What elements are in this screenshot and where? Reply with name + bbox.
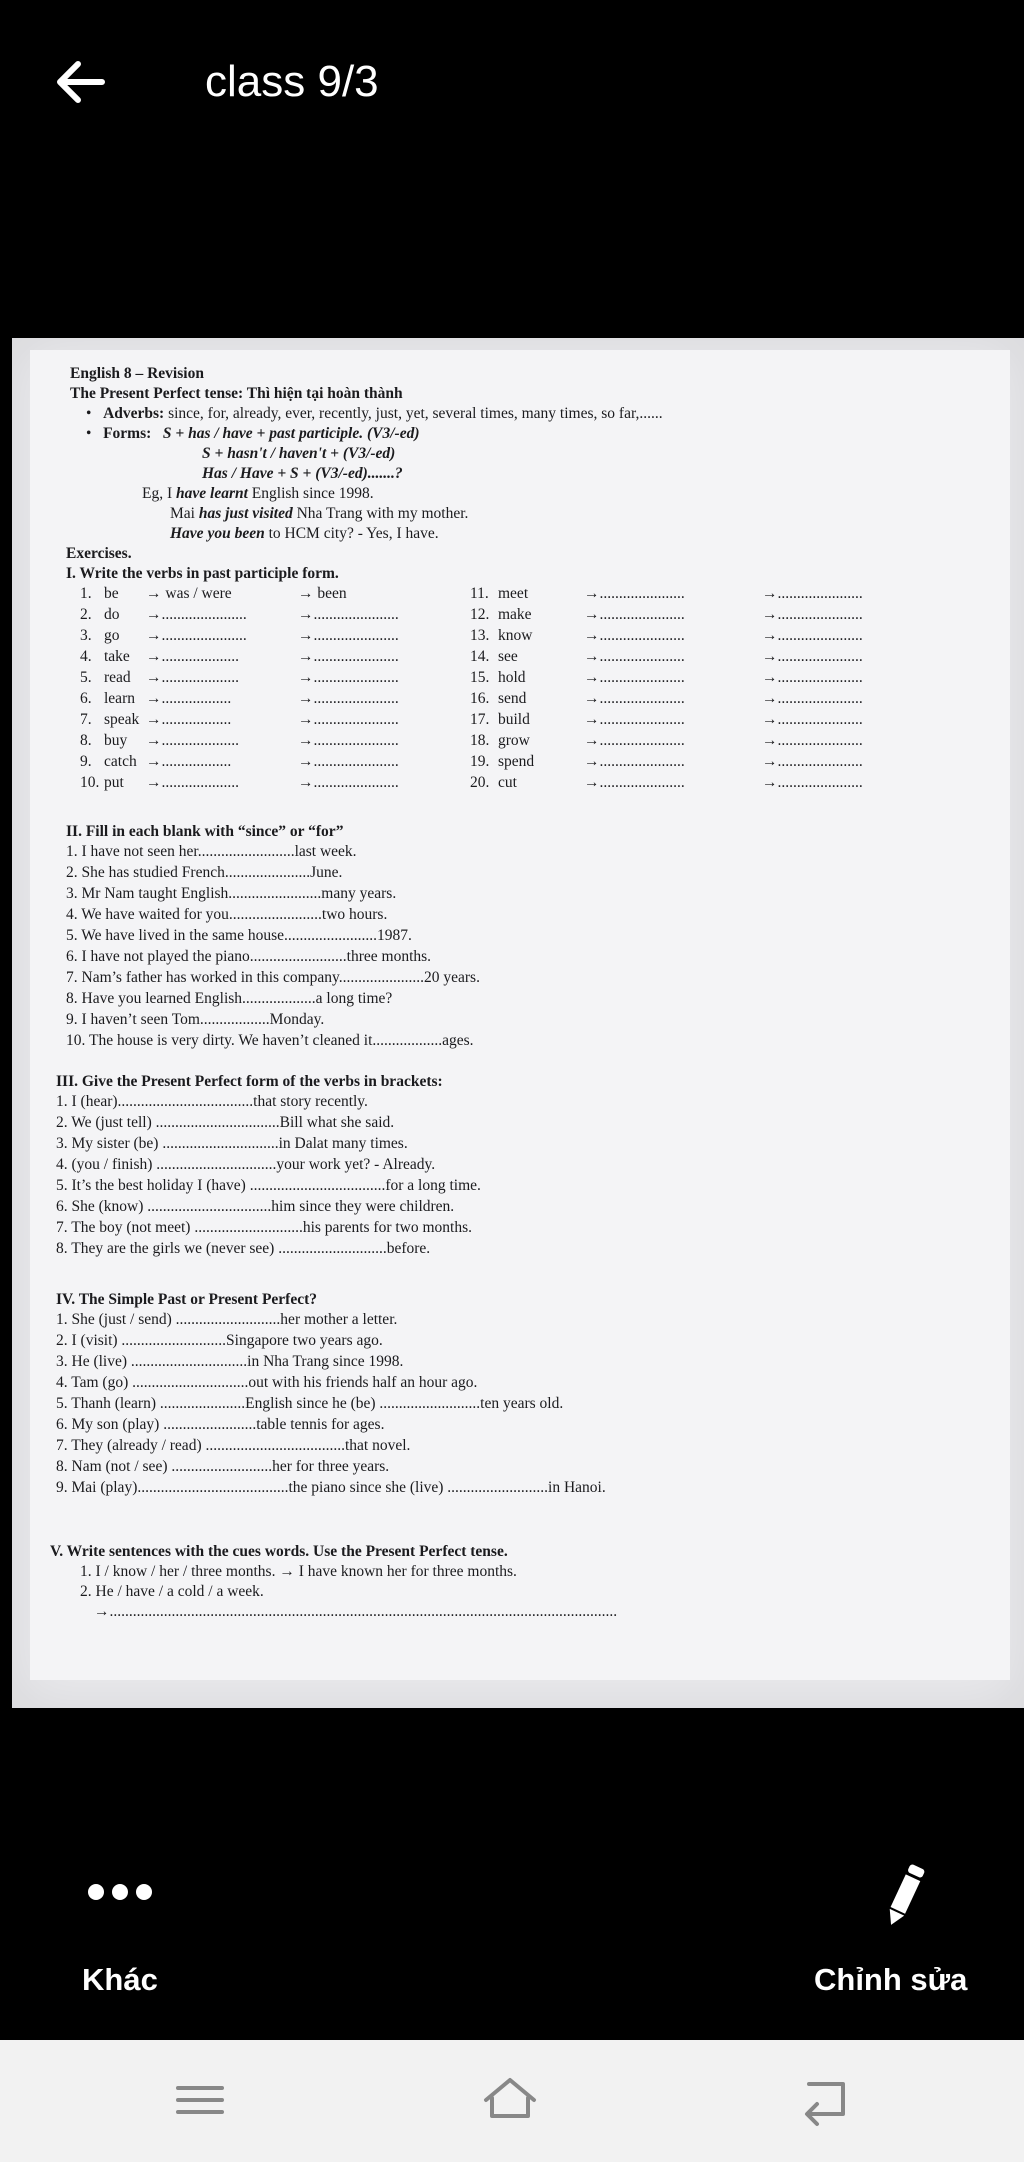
eg2-post: Nha Trang with my mother. [296,505,469,522]
exercise-5-title: V. Write sentences with the cues words. Use the Present Perfect tense. [50,1543,508,1560]
verb-number: 9. [80,753,92,770]
example-2 [170,504,468,524]
top-app-bar [0,0,1024,170]
verb-participle: →...................... [762,585,863,602]
form-negative: S + hasn't / haven't + (V3/-ed) [202,445,396,462]
exercise-2-title: II. Fill in each blank with “since” or “for” [66,823,344,840]
adverbs-line: • Adverbs: since, for, already, ever, recently, just, yet, several times, many times, so far,...... [86,405,663,422]
verb-base: take [104,648,130,665]
verb-past: →...................... [584,753,685,770]
exercise-item: 2. We (just tell) ................................Bill what she said. [56,1114,395,1131]
verb-base: see [498,648,518,665]
exercise-item: 8. Nam (not / see) ..........................her for three years. [56,1458,390,1475]
exercise-1-title: I. Write the verbs in past participle form. [66,565,339,582]
verb-past: →...................... [146,627,247,644]
exercise-item: 4. (you / finish) ...............................your work yet? - Already. [56,1156,436,1173]
exercises-label: Exercises. [66,545,132,562]
verb-base: read [104,669,131,686]
verb-past: →...................... [584,606,685,623]
exercise-item: 3. My sister (be) ..............................in Dalat many times. [56,1135,408,1152]
adverbs-text: since, for, already, ever, recently, just, yet, several times, many times, so far,...... [168,405,663,422]
verb-number: 18. [470,732,490,749]
verb-participle: →...................... [298,732,399,749]
exercise-item: 8. Have you learned English...................a long time? [66,990,393,1007]
exercise-item: 9. Mai (play).......................................the piano since she (live) ..........................in Hanoi. [56,1479,606,1496]
eg-label: Eg, [142,485,164,502]
verb-participle: →...................... [298,690,399,707]
exercise-5-answer-line: →................................................................................................................................... [94,1603,618,1620]
verb-past: →...................... [584,648,685,665]
exercise-item: 2. He / have / a cold / a week. [80,1583,264,1600]
verb-base: grow [498,732,530,749]
exercise-item: 8. They are the girls we (never see) ............................before. [56,1240,431,1257]
verb-participle: →...................... [298,648,399,665]
verb-base: cut [498,774,517,791]
exercise-item: 10. The house is very dirty. We haven’t cleaned it..................ages. [66,1032,474,1049]
verb-participle: →...................... [298,606,399,623]
verb-base: build [498,711,530,728]
verb-base: send [498,690,527,707]
exercise-item: 4. Tam (go) ..............................out with his friends half an hour ago. [56,1374,478,1391]
exercise-item: 9. I haven’t seen Tom..................Monday. [66,1011,325,1028]
exercise-item: 3. He (live) ..............................in Nha Trang since 1998. [56,1353,404,1370]
exercise-item: 5. We have lived in the same house........................1987. [66,927,412,944]
verb-number: 3. [80,627,92,644]
example-3 [170,524,439,544]
verb-number: 5. [80,669,92,686]
more-button-label[interactable]: Khác [82,1962,158,1997]
eg3-verb: Have you been [170,525,265,542]
verb-past: →...................... [584,711,685,728]
verb-base: do [104,606,120,623]
verb-number: 14. [470,648,490,665]
photo-viewer[interactable] [12,338,1024,1708]
exercise-item: 7. Nam’s father has worked in this company......................20 years. [66,969,480,986]
verb-base: make [498,606,532,623]
home-icon[interactable] [480,2070,540,2130]
verb-past: →...................... [584,669,685,686]
eg1-post: English since 1998. [251,485,374,502]
verb-base: catch [104,753,137,770]
exercise-item: 2. I (visit) ...........................Singapore two years ago. [56,1332,383,1349]
exercise-item: 6. I have not played the piano.........................three months. [66,948,432,965]
adverbs-label: Adverbs: [103,405,165,422]
exercise-item: 2. She has studied French......................June. [66,864,343,881]
verb-past: →.................... [146,732,239,749]
recents-icon[interactable] [170,2070,230,2130]
forms-label: Forms: [103,425,152,442]
verb-participle: →...................... [298,753,399,770]
exercise-item: 1. I / know / her / three months. → I have known her for three months. [80,1563,517,1580]
verb-number: 15. [470,669,490,686]
worksheet-paper [30,350,1010,1680]
exercise-item: 1. I have not seen her.........................last week. [66,843,357,860]
verb-number: 6. [80,690,92,707]
verb-base: go [104,627,120,644]
eg1-verb: have learnt [176,485,248,502]
verb-base: know [498,627,533,644]
verb-number: 1. [80,585,92,602]
verb-number: 7. [80,711,92,728]
verb-base: hold [498,669,526,686]
more-dots-icon[interactable] [88,1880,152,1904]
example-1 [142,484,374,504]
verb-number: 10. [80,774,100,791]
verb-number: 11. [470,585,489,602]
eg2-pre: Mai [170,505,195,522]
verb-number: 16. [470,690,490,707]
exercise-item: 6. My son (play) ........................table tennis for ages. [56,1416,385,1433]
verb-base: spend [498,753,535,770]
verb-base: meet [498,585,529,602]
verb-past: →.................... [146,648,239,665]
verb-past: →.................. [146,753,232,770]
exercise-4-title: IV. The Simple Past or Present Perfect? [56,1291,318,1308]
form-question: Has / Have + S + (V3/-ed).......? [202,465,403,482]
verb-number: 2. [80,606,92,623]
verb-past: →.................... [146,669,239,686]
verb-past: →...................... [584,732,685,749]
verb-participle: →...................... [762,669,863,686]
verb-participle: →...................... [298,774,399,791]
exercise-item: 7. They (already / read) ....................................that novel. [56,1437,411,1454]
page-title: class 9/3 [205,57,379,106]
exercise-3-title: III. Give the Present Perfect form of the verbs in brackets: [56,1073,443,1090]
verb-number: 8. [80,732,92,749]
worksheet-heading: English 8 – Revision [70,365,204,382]
form-affirmative: S + has / have + past participle. (V3/-ed) [162,425,420,442]
exercise-item: 1. I (hear)...................................that story recently. [56,1093,368,1110]
verb-participle: → been [298,585,347,602]
verb-past: →.................. [146,690,232,707]
verb-number: 12. [470,606,490,623]
verb-past: →...................... [584,627,685,644]
verb-base: put [104,774,124,791]
verb-base: buy [104,732,128,749]
verb-number: 19. [470,753,490,770]
verb-base: learn [104,690,135,707]
verb-past: →...................... [584,774,685,791]
verb-participle: →...................... [762,753,863,770]
verb-participle: →...................... [298,669,399,686]
verb-participle: →...................... [762,690,863,707]
verb-base: be [104,585,119,602]
exercise-item: 6. She (know) ................................him since they were children. [56,1198,455,1215]
exercise-item: 5. It’s the best holiday I (have) ...................................for a long time. [56,1177,481,1194]
verb-past: →...................... [584,585,685,602]
verb-participle: →...................... [298,627,399,644]
verb-participle: →...................... [762,711,863,728]
verb-participle: →...................... [298,711,399,728]
worksheet-subheading: The Present Perfect tense: Thì hiện tại hoàn thành [70,385,403,402]
verb-base: speak [104,711,140,728]
eg2-verb: has just visited [198,505,293,522]
exercise-item: 1. She (just / send) ...........................her mother a letter. [56,1311,398,1328]
exercise-item: 7. The boy (not meet) ............................his parents for two months. [56,1219,473,1236]
eg3-post: to HCM city? - Yes, I have. [268,525,439,542]
edit-button-label[interactable]: Chỉnh sửa [814,1962,968,1997]
verb-past: →.................... [146,774,239,791]
exercise-item: 5. Thanh (learn) ......................English since he (be) ..........................ten years old. [56,1395,564,1412]
verb-past: →...................... [146,606,247,623]
exercise-item: 3. Mr Nam taught English........................many years. [66,885,397,902]
verb-number: 17. [470,711,490,728]
forms-line: • Forms: S + has / have + past participle. (V3/-ed) [86,425,420,442]
exercise-item: 4. We have waited for you........................two hours. [66,906,388,923]
arrow-left-icon[interactable] [50,52,110,112]
pencil-icon[interactable] [880,1860,930,1930]
verb-past: →...................... [584,690,685,707]
system-navigation-bar [0,2040,1024,2162]
verb-number: 20. [470,774,490,791]
eg1-pre: I [166,485,173,502]
verb-participle: →...................... [762,774,863,791]
nav-back-icon[interactable] [795,2070,855,2130]
verb-number: 4. [80,648,92,665]
verb-participle: →...................... [762,648,863,665]
verb-past: →.................. [146,711,232,728]
verb-past: → was / were [146,585,232,602]
verb-participle: →...................... [762,606,863,623]
verb-participle: →...................... [762,732,863,749]
verb-number: 13. [470,627,490,644]
verb-participle: →...................... [762,627,863,644]
